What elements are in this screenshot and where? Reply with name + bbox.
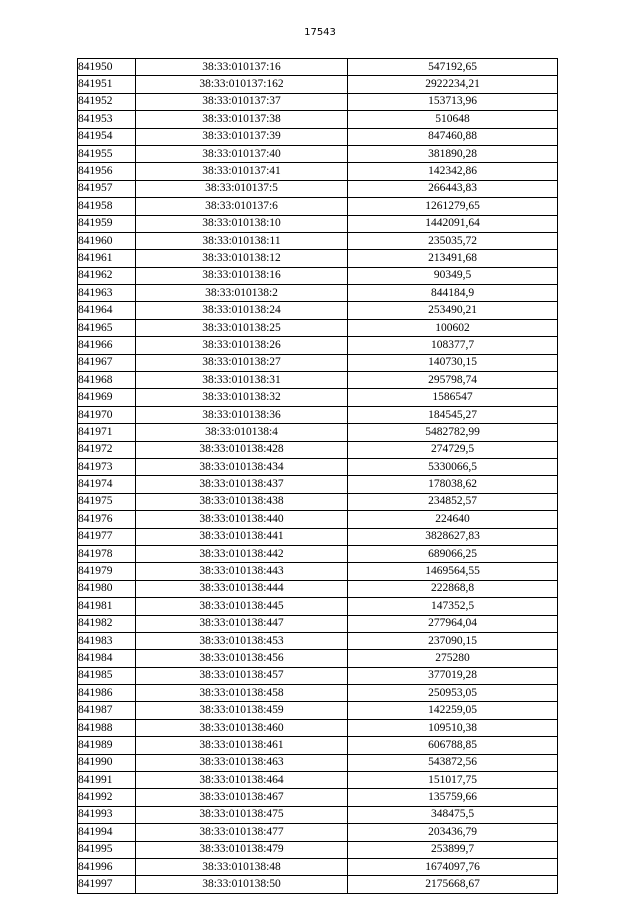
- cadastral-number-cell: 38:33:010138:475: [136, 806, 348, 823]
- value-cell: 1469564,55: [348, 563, 558, 580]
- value-cell: 213491,68: [348, 250, 558, 267]
- value-cell: 2175668,67: [348, 876, 558, 893]
- table-row: [78, 598, 558, 615]
- table-row: [78, 389, 558, 406]
- cadastral-number-cell: 38:33:010138:27: [136, 354, 348, 371]
- cadastral-number-cell: 38:33:010138:10: [136, 215, 348, 232]
- record-number-cell: 841965: [78, 319, 136, 336]
- cadastral-number-cell: 38:33:010138:445: [136, 598, 348, 615]
- cadastral-number-cell: 38:33:010138:479: [136, 841, 348, 858]
- value-cell: 275280: [348, 650, 558, 667]
- cadastral-number-cell: 38:33:010138:50: [136, 876, 348, 893]
- table-row: [78, 337, 558, 354]
- table-row: [78, 180, 558, 197]
- value-cell: 1442091,64: [348, 215, 558, 232]
- value-cell: 1586547: [348, 389, 558, 406]
- record-number-cell: 841972: [78, 441, 136, 458]
- cadastral-number-cell: 38:33:010138:32: [136, 389, 348, 406]
- page-number: 17543: [304, 27, 336, 38]
- value-cell: 844184,9: [348, 285, 558, 302]
- table-row: [78, 702, 558, 719]
- table-row: [78, 145, 558, 162]
- cadastral-number-cell: 38:33:010138:2: [136, 285, 348, 302]
- table-row: [78, 493, 558, 510]
- cadastral-number-cell: 38:33:010138:26: [136, 337, 348, 354]
- table-row: [78, 250, 558, 267]
- cadastral-number-cell: 38:33:010137:5: [136, 180, 348, 197]
- record-number-cell: 841977: [78, 528, 136, 545]
- value-cell: 151017,75: [348, 772, 558, 789]
- cadastral-number-cell: 38:33:010137:38: [136, 111, 348, 128]
- table-row: [78, 198, 558, 215]
- table-row: [78, 163, 558, 180]
- cadastral-number-cell: 38:33:010138:4: [136, 424, 348, 441]
- record-number-cell: 841959: [78, 215, 136, 232]
- value-cell: 237090,15: [348, 632, 558, 649]
- table-row: [78, 59, 558, 76]
- cadastral-number-cell: 38:33:010138:438: [136, 493, 348, 510]
- value-cell: 142259,05: [348, 702, 558, 719]
- cadastral-number-cell: 38:33:010138:16: [136, 267, 348, 284]
- record-number-cell: 841996: [78, 858, 136, 875]
- table-row: [78, 319, 558, 336]
- cadastral-number-cell: 38:33:010137:40: [136, 145, 348, 162]
- cadastral-number-cell: 38:33:010138:456: [136, 650, 348, 667]
- table-row: [78, 76, 558, 93]
- cadastral-number-cell: 38:33:010138:460: [136, 719, 348, 736]
- cadastral-number-cell: 38:33:010138:36: [136, 406, 348, 423]
- record-number-cell: 841985: [78, 667, 136, 684]
- record-number-cell: 841993: [78, 806, 136, 823]
- cadastral-number-cell: 38:33:010137:39: [136, 128, 348, 145]
- record-number-cell: 841962: [78, 267, 136, 284]
- cadastral-number-cell: 38:33:010138:461: [136, 737, 348, 754]
- cadastral-number-cell: 38:33:010138:442: [136, 545, 348, 562]
- record-number-cell: 841960: [78, 232, 136, 249]
- value-cell: 235035,72: [348, 232, 558, 249]
- value-cell: 606788,85: [348, 737, 558, 754]
- table-row: [78, 215, 558, 232]
- value-cell: 253490,21: [348, 302, 558, 319]
- table-row: [78, 128, 558, 145]
- cadastral-number-cell: 38:33:010138:440: [136, 511, 348, 528]
- record-number-cell: 841971: [78, 424, 136, 441]
- value-cell: 2922234,21: [348, 76, 558, 93]
- value-cell: 135759,66: [348, 789, 558, 806]
- table-row: [78, 111, 558, 128]
- table-row: [78, 858, 558, 875]
- record-number-cell: 841984: [78, 650, 136, 667]
- value-cell: 184545,27: [348, 406, 558, 423]
- cadastral-number-cell: 38:33:010138:48: [136, 858, 348, 875]
- value-cell: 274729,5: [348, 441, 558, 458]
- table-row: [78, 232, 558, 249]
- table-row: [78, 667, 558, 684]
- record-number-cell: 841954: [78, 128, 136, 145]
- table-row: [78, 876, 558, 893]
- table-row: [78, 372, 558, 389]
- cadastral-number-cell: 38:33:010138:444: [136, 580, 348, 597]
- value-cell: 203436,79: [348, 824, 558, 841]
- cadastral-number-cell: 38:33:010138:477: [136, 824, 348, 841]
- record-number-cell: 841952: [78, 93, 136, 110]
- record-number-cell: 841958: [78, 198, 136, 215]
- record-number-cell: 841986: [78, 685, 136, 702]
- cadastral-number-cell: 38:33:010138:467: [136, 789, 348, 806]
- record-number-cell: 841997: [78, 876, 136, 893]
- table-row: [78, 754, 558, 771]
- table-row: [78, 406, 558, 423]
- table-row: [78, 719, 558, 736]
- cadastral-number-cell: 38:33:010138:447: [136, 615, 348, 632]
- value-cell: 689066,25: [348, 545, 558, 562]
- record-number-cell: 841970: [78, 406, 136, 423]
- record-number-cell: 841989: [78, 737, 136, 754]
- record-number-cell: 841980: [78, 580, 136, 597]
- value-cell: 847460,88: [348, 128, 558, 145]
- record-number-cell: 841994: [78, 824, 136, 841]
- value-cell: 1674097,76: [348, 858, 558, 875]
- table-row: [78, 580, 558, 597]
- cadastral-number-cell: 38:33:010138:463: [136, 754, 348, 771]
- cadastral-number-cell: 38:33:010138:458: [136, 685, 348, 702]
- value-cell: 377019,28: [348, 667, 558, 684]
- cadastral-number-cell: 38:33:010138:464: [136, 772, 348, 789]
- value-cell: 90349,5: [348, 267, 558, 284]
- value-cell: 253899,7: [348, 841, 558, 858]
- value-cell: 266443,83: [348, 180, 558, 197]
- cadastral-number-cell: 38:33:010138:24: [136, 302, 348, 319]
- value-cell: 100602: [348, 319, 558, 336]
- registry-table-body: [78, 59, 558, 894]
- table-row: [78, 772, 558, 789]
- value-cell: 222868,8: [348, 580, 558, 597]
- cadastral-number-cell: 38:33:010138:437: [136, 476, 348, 493]
- record-number-cell: 841967: [78, 354, 136, 371]
- value-cell: 348475,5: [348, 806, 558, 823]
- cadastral-number-cell: 38:33:010138:12: [136, 250, 348, 267]
- value-cell: 547192,65: [348, 59, 558, 76]
- record-number-cell: 841979: [78, 563, 136, 580]
- record-number-cell: 841987: [78, 702, 136, 719]
- record-number-cell: 841956: [78, 163, 136, 180]
- table-row: [78, 824, 558, 841]
- table-row: [78, 93, 558, 110]
- table-row: [78, 511, 558, 528]
- value-cell: 295798,74: [348, 372, 558, 389]
- value-cell: 543872,56: [348, 754, 558, 771]
- record-number-cell: 841978: [78, 545, 136, 562]
- record-number-cell: 841950: [78, 59, 136, 76]
- record-number-cell: 841982: [78, 615, 136, 632]
- table-row: [78, 424, 558, 441]
- table-row: [78, 685, 558, 702]
- cadastral-number-cell: 38:33:010138:441: [136, 528, 348, 545]
- table-row: [78, 441, 558, 458]
- cadastral-number-cell: 38:33:010138:11: [136, 232, 348, 249]
- record-number-cell: 841966: [78, 337, 136, 354]
- record-number-cell: 841975: [78, 493, 136, 510]
- cadastral-number-cell: 38:33:010138:453: [136, 632, 348, 649]
- cadastral-number-cell: 38:33:010138:31: [136, 372, 348, 389]
- record-number-cell: 841991: [78, 772, 136, 789]
- record-number-cell: 841968: [78, 372, 136, 389]
- registry-table: [77, 58, 558, 894]
- value-cell: 109510,38: [348, 719, 558, 736]
- table-row: [78, 458, 558, 475]
- cadastral-number-cell: 38:33:010138:25: [136, 319, 348, 336]
- table-row: [78, 545, 558, 562]
- value-cell: 153713,96: [348, 93, 558, 110]
- cadastral-number-cell: 38:33:010137:37: [136, 93, 348, 110]
- table-row: [78, 476, 558, 493]
- table-row: [78, 841, 558, 858]
- cadastral-number-cell: 38:33:010138:459: [136, 702, 348, 719]
- record-number-cell: 841969: [78, 389, 136, 406]
- value-cell: 140730,15: [348, 354, 558, 371]
- record-number-cell: 841964: [78, 302, 136, 319]
- table-row: [78, 354, 558, 371]
- table-row: [78, 632, 558, 649]
- value-cell: 510648: [348, 111, 558, 128]
- cadastral-number-cell: 38:33:010137:6: [136, 198, 348, 215]
- table-row: [78, 650, 558, 667]
- record-number-cell: 841951: [78, 76, 136, 93]
- cadastral-number-cell: 38:33:010138:434: [136, 458, 348, 475]
- value-cell: 3828627,83: [348, 528, 558, 545]
- value-cell: 5482782,99: [348, 424, 558, 441]
- cadastral-number-cell: 38:33:010137:16: [136, 59, 348, 76]
- table-row: [78, 789, 558, 806]
- value-cell: 1261279,65: [348, 198, 558, 215]
- record-number-cell: 841963: [78, 285, 136, 302]
- value-cell: 381890,28: [348, 145, 558, 162]
- cadastral-number-cell: 38:33:010138:428: [136, 441, 348, 458]
- record-number-cell: 841988: [78, 719, 136, 736]
- table-row: [78, 563, 558, 580]
- value-cell: 5330066,5: [348, 458, 558, 475]
- value-cell: 224640: [348, 511, 558, 528]
- cadastral-number-cell: 38:33:010137:162: [136, 76, 348, 93]
- record-number-cell: 841955: [78, 145, 136, 162]
- value-cell: 178038,62: [348, 476, 558, 493]
- cadastral-number-cell: 38:33:010138:457: [136, 667, 348, 684]
- table-row: [78, 302, 558, 319]
- table-row: [78, 806, 558, 823]
- value-cell: 277964,04: [348, 615, 558, 632]
- table-row: [78, 528, 558, 545]
- value-cell: 147352,5: [348, 598, 558, 615]
- record-number-cell: 841961: [78, 250, 136, 267]
- cadastral-number-cell: 38:33:010138:443: [136, 563, 348, 580]
- value-cell: 142342,86: [348, 163, 558, 180]
- table-row: [78, 285, 558, 302]
- record-number-cell: 841981: [78, 598, 136, 615]
- record-number-cell: 841995: [78, 841, 136, 858]
- record-number-cell: 841990: [78, 754, 136, 771]
- value-cell: 250953,05: [348, 685, 558, 702]
- record-number-cell: 841973: [78, 458, 136, 475]
- record-number-cell: 841992: [78, 789, 136, 806]
- record-number-cell: 841983: [78, 632, 136, 649]
- table-row: [78, 267, 558, 284]
- record-number-cell: 841976: [78, 511, 136, 528]
- cadastral-number-cell: 38:33:010137:41: [136, 163, 348, 180]
- table-row: [78, 737, 558, 754]
- value-cell: 234852,57: [348, 493, 558, 510]
- value-cell: 108377,7: [348, 337, 558, 354]
- table-row: [78, 615, 558, 632]
- record-number-cell: 841957: [78, 180, 136, 197]
- record-number-cell: 841953: [78, 111, 136, 128]
- record-number-cell: 841974: [78, 476, 136, 493]
